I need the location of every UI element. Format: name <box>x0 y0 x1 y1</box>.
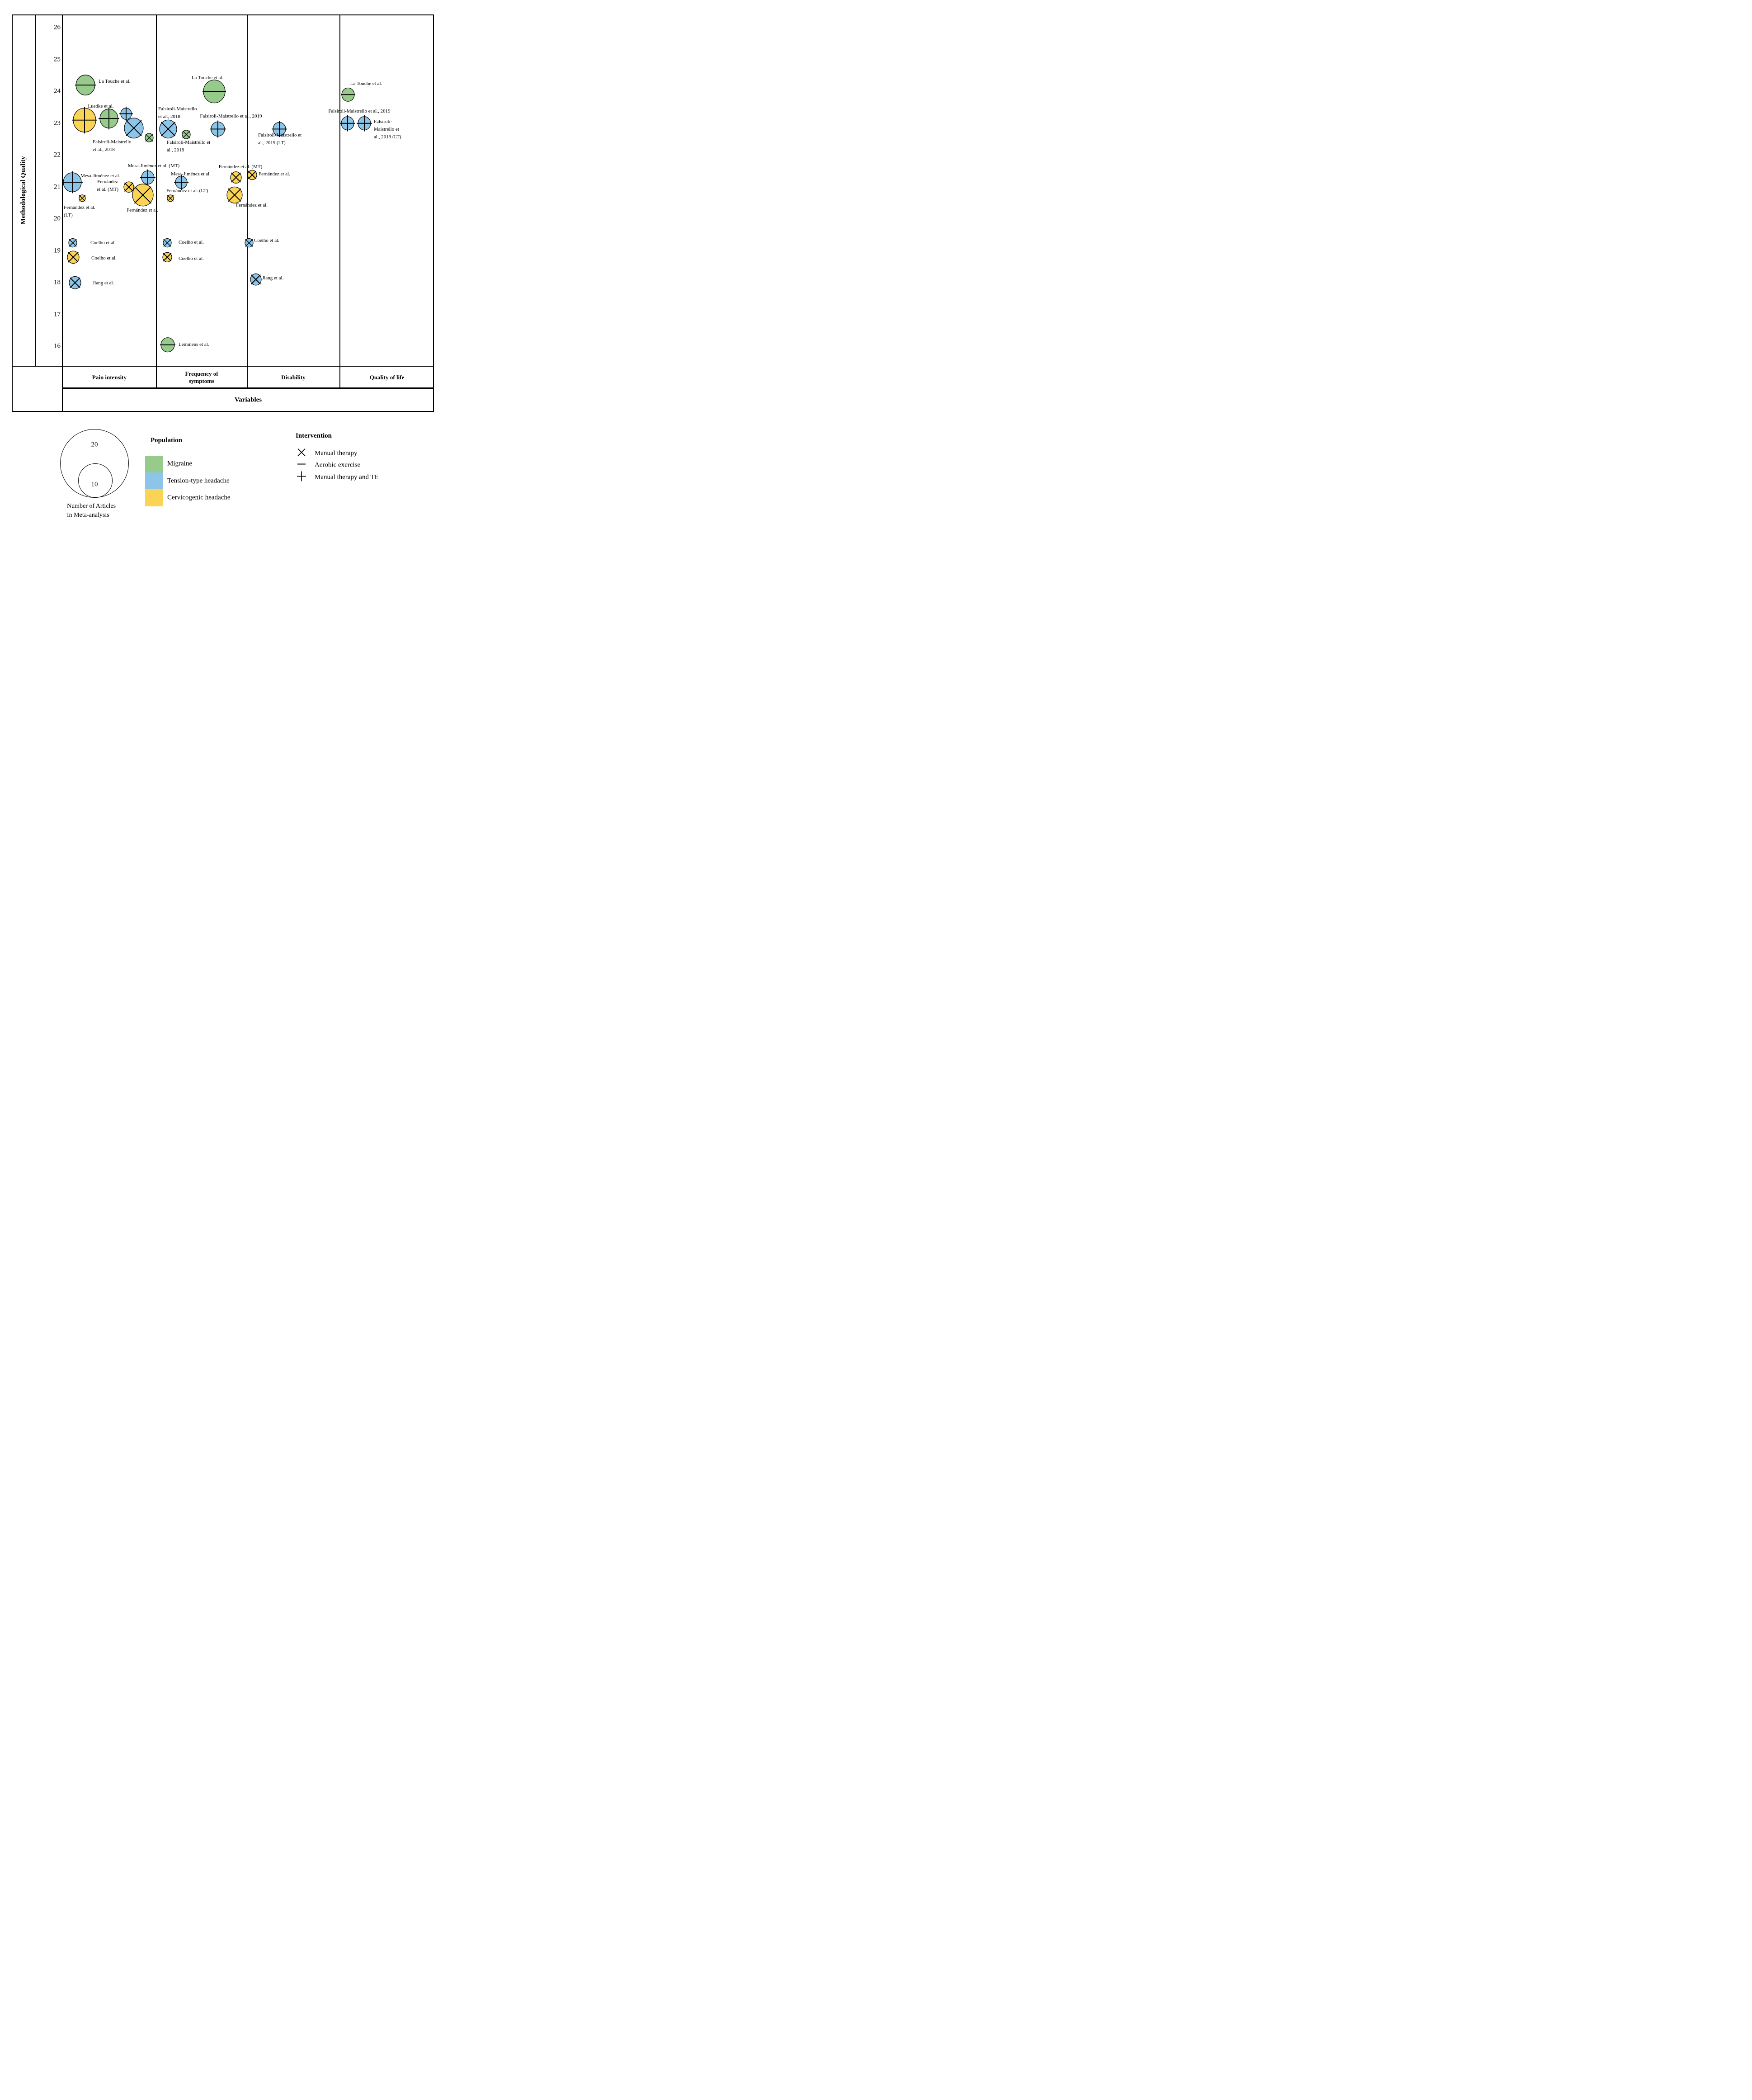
y-tick-25: 25 <box>54 56 61 63</box>
bubble-la-touche-et-al <box>75 75 96 95</box>
bubble-la-touche-et-al <box>203 80 226 103</box>
study-label-fern-ndez-et-al: Fernández et al. <box>127 208 158 213</box>
bubble-jiang-et-al <box>69 276 81 289</box>
bubble-coelho-et-al <box>67 251 79 264</box>
bubble-falsiroli-maistrello-et-al-2018 <box>182 130 190 139</box>
y-tick-24: 24 <box>54 87 61 95</box>
y-tick-17: 17 <box>54 311 61 318</box>
study-label-falsiroli-maistrello-et-al-2019: Falsiroli-Maistrello et al., 2019 <box>200 113 262 119</box>
bubble-jiang-et-al <box>250 274 261 285</box>
bubble-lemmens-et-al <box>160 338 175 352</box>
bubble-la-touche-et-al <box>341 88 355 101</box>
study-label-fern-ndez-et-al: Fernández et al. <box>259 171 290 177</box>
column-header-pain-intensity: Pain intensity <box>92 374 127 381</box>
population-swatch-cervicogenic <box>145 489 163 506</box>
intervention-legend-title: Intervention <box>296 432 332 439</box>
population-label-tension-type: Tension-type headache <box>167 477 230 485</box>
study-label-fern-ndez: Fernández et al. (MT) <box>97 179 118 192</box>
y-tick-26: 26 <box>54 24 61 31</box>
study-label-fern-ndez-et-al: Fernández et al. <box>236 203 268 208</box>
study-label-coelho-et-al: Coelho et al. <box>179 256 204 261</box>
intervention-label-manual-therapy: Manual therapy <box>315 449 358 457</box>
y-axis-title: Methodological Quality <box>19 156 27 225</box>
population-label-cervicogenic: Cervicogenic headache <box>167 494 231 501</box>
bubble-coelho-et-al <box>69 239 77 247</box>
study-label-fern-ndez-et-al-mt: Fernández et al. (MT) <box>218 164 263 170</box>
manual-therapy-te-symbol-icon <box>296 471 307 485</box>
bubble-fern-ndez-et-al-mt <box>231 172 241 183</box>
manual-therapy-symbol-icon <box>296 447 307 460</box>
bubble-fern-ndez-et-al-mt <box>124 182 134 192</box>
study-label-la-touche-et-al: La Touche et al. <box>350 81 382 86</box>
study-label-falsiroli-maistrello-et-al-2019: Falsiroli-Maistrello et al., 2019 <box>328 109 391 114</box>
bubble-mesa-jim-nez-et-al-mt <box>140 170 155 186</box>
bubble-luedke-et-al <box>99 108 119 129</box>
y-tick-18: 18 <box>54 278 61 286</box>
population-swatch-migraine <box>145 456 163 472</box>
study-label-mesa-jim-nez-et-al: Mesa-Jiménez et al. <box>80 173 120 179</box>
intervention-label-manual-therapy-te: Manual therapy and TE <box>315 473 379 481</box>
bubble-fern-ndez-et-al <box>227 187 242 203</box>
bubble-luedke-et-al <box>72 107 97 133</box>
column-header-quality-of-life: Quality of life <box>369 374 405 381</box>
bubble-falsiroli-maistrello-et-al-2019 <box>340 115 355 132</box>
study-label-la-touche-et-al: La Touche et al. <box>99 79 131 84</box>
study-label-falsiroli-maistrello-et: Falsiroli-Maistrello et al., 2019 (LT) <box>258 132 302 146</box>
size-legend-outer-value: 20 <box>91 441 98 448</box>
study-label-fern-ndez-et-al: Fernández et al. (LT) <box>64 205 95 218</box>
bubble-falsiroli-maistrello-et-al-2018 <box>145 133 153 142</box>
study-label-coelho-et-al: Coelho et al. <box>91 255 117 261</box>
bubble-falsiroli-maistrello-et-al-2018 <box>124 118 143 138</box>
figure-bubble-chart <box>0 0 438 525</box>
study-label-luedke-et-al: Luedke et al. <box>88 104 114 109</box>
y-tick-23: 23 <box>54 119 61 127</box>
y-tick-20: 20 <box>54 215 61 222</box>
study-label-coelho-et-al: Coelho et al. <box>179 240 204 245</box>
study-label-coelho-et-al: Coelho et al. <box>90 240 116 245</box>
bubble-falsiroli-maistrello-et-al-2019-lt <box>357 115 372 132</box>
study-label-falsiroli-maistrello: Falsiroli-Maistrello et al., 2018 <box>158 106 197 119</box>
size-legend-caption-line1: Number of Articles <box>67 503 116 510</box>
bubble-coelho-et-al <box>245 239 253 247</box>
y-tick-22: 22 <box>54 151 61 159</box>
x-axis-title: Variables <box>234 396 262 404</box>
bubble-falsiroli-maistrello-et-al-2019 <box>210 121 226 138</box>
study-label-la-touche-et-al: La Touche et al. <box>191 75 224 80</box>
study-label-lemmens-et-al: Lemmens et al. <box>179 342 209 347</box>
aerobic-exercise-symbol-icon <box>296 459 307 472</box>
study-label-falsiroli-maistrello-et: Falsiroli-Maistrello et al., 2018 <box>167 140 211 153</box>
size-legend-inner-value: 10 <box>91 481 98 488</box>
population-label-migraine: Migraine <box>167 460 192 467</box>
study-label-mesa-jim-nez-et-al-mt: Mesa-Jiménez et al. (MT) <box>127 163 180 169</box>
size-legend-caption-line2: In Meta-analysis <box>67 512 109 519</box>
study-label-fern-ndez-et-al-lt: Fernández et al. (LT) <box>166 188 208 193</box>
study-label-jiang-et-al: Jiang et al. <box>262 275 284 281</box>
study-label-falsiroli-maistrello: Falsiroli-Maistrello et al., 2018 <box>93 139 132 152</box>
population-swatch-tension-type <box>145 472 163 489</box>
population-legend-title: Population <box>151 437 183 444</box>
bubble-fern-ndez-et-al <box>248 170 257 179</box>
column-header-frequency-of-symptoms: Frequency of symptoms <box>185 370 218 384</box>
y-tick-19: 19 <box>54 247 61 255</box>
y-tick-16: 16 <box>54 342 61 350</box>
study-label-mesa-jim-nez-et-al: Mesa-Jiménez et al. <box>171 171 211 177</box>
y-tick-21: 21 <box>54 183 61 191</box>
size-legend-caption <box>67 502 116 520</box>
bubble-mesa-jim-nez-et-al <box>62 171 83 193</box>
column-header-disability: Disability <box>281 374 306 381</box>
bubble-fern-ndez-et-al <box>132 184 153 206</box>
intervention-label-aerobic-exercise: Aerobic exercise <box>315 461 361 469</box>
bubble-fern-ndez-et-al-lt <box>167 195 174 202</box>
bubble-fern-ndez-et-al-lt <box>79 195 85 202</box>
bubble-coelho-et-al <box>163 252 172 262</box>
study-label-coelho-et-al: Coelho et al. <box>254 238 279 243</box>
study-label-jiang-et-al: Jiang et al. <box>93 280 114 286</box>
study-label-falsiroli: Falsiroli- Maistrello et al., 2019 (LT) <box>374 119 401 140</box>
bubble-falsiroli-maistrello-et-al-2018 <box>160 120 177 138</box>
bubble-coelho-et-al <box>163 239 171 247</box>
